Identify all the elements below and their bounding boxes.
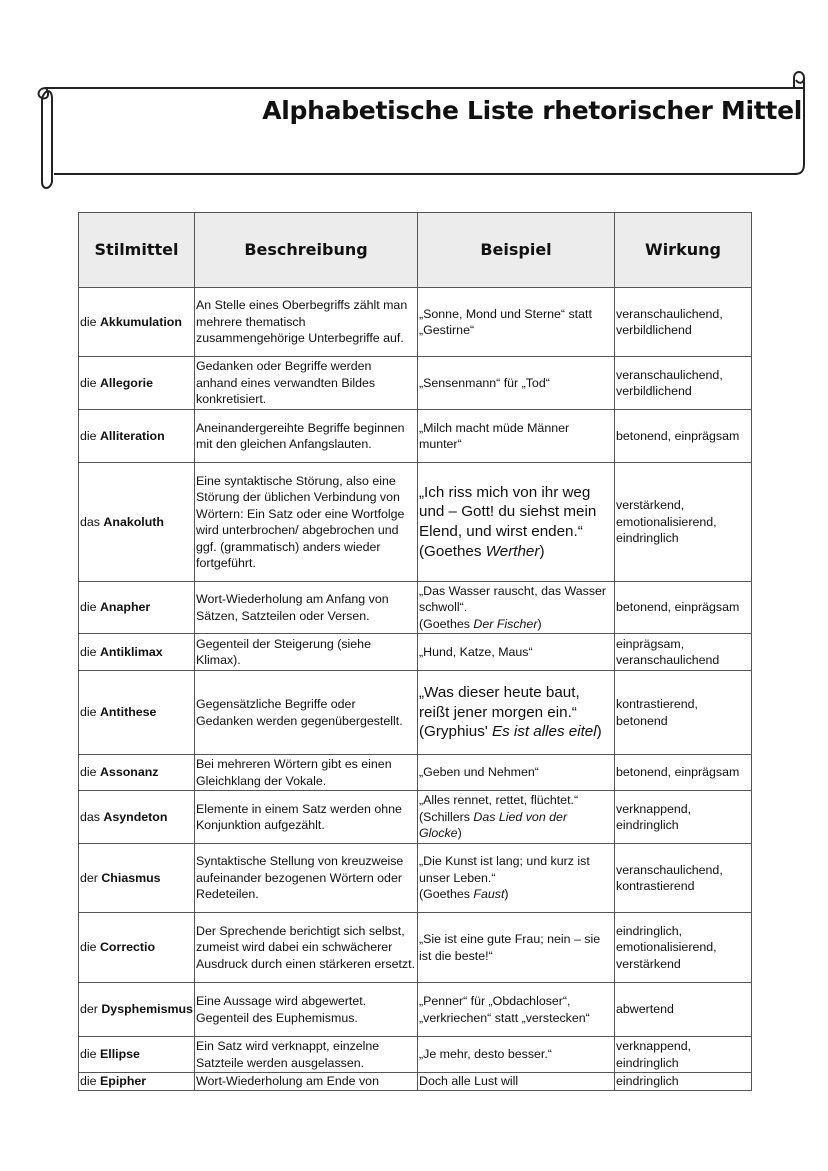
example-source-post: ): [457, 826, 462, 841]
table-row: [79, 755, 752, 791]
example-cell: [418, 791, 615, 844]
example-cell: Doch alle Lust will: [418, 1073, 615, 1091]
example-quote: „Alles rennet, rettet, flüchtet.“: [419, 793, 579, 808]
header-stilmittel: Stilmittel: [79, 213, 195, 288]
term-article: die: [80, 705, 100, 720]
description-cell: Gedanken oder Begriffe werden anhand eines verwandten Bildes konkretisiert.: [195, 357, 418, 410]
term-cell: [79, 983, 195, 1037]
description-cell: Wort-Wiederholung am Anfang von Sätzen, Satzteilen oder Versen.: [195, 582, 418, 634]
term-article: die: [80, 940, 100, 955]
table-row: [79, 634, 752, 671]
term-article: die: [80, 1074, 100, 1089]
effect-cell: veranschaulichend, verbildlichend: [615, 288, 752, 357]
term-name: Antithese: [99, 705, 157, 720]
effect-cell: veranschaulichend, kontrastierend: [615, 844, 752, 913]
term-name: Akkumulation: [99, 314, 182, 329]
term-article: der: [80, 1002, 102, 1017]
example-source-post: ): [539, 542, 545, 560]
table-row: [79, 357, 752, 410]
table-header-row: [79, 213, 752, 288]
term-cell: [79, 913, 195, 983]
description-cell: Eine syntaktische Störung, also eine Störung der üblichen Verbindung von Wörtern: Ein Satz oder eine Wortfolge wird unterbrochen/ abgebrochen und ggf. (grammatisch) anders wieder fortgeführt.: [195, 463, 418, 582]
term-cell: [79, 410, 195, 463]
example-cell: „Je mehr, desto besser.“: [418, 1037, 615, 1073]
example-cell: „Penner“ für „Obdachloser“, „verkriechen“ statt „verstecken“: [418, 983, 615, 1037]
term-article: der: [80, 870, 102, 885]
effect-cell: eindringlich: [615, 1073, 752, 1091]
term-name: Asyndeton: [103, 809, 168, 824]
page-title: Alphabetische Liste rhetorischer Mittel: [262, 96, 802, 125]
example-cell: „Geben und Nehmen“: [418, 755, 615, 791]
description-cell: Der Sprechende berichtigt sich selbst, zumeist wird dabei ein schwächerer Ausdruck durch einen stärkeren ersetzt.: [195, 913, 418, 983]
term-cell: [79, 357, 195, 410]
example-source-pre: (Schillers: [419, 809, 474, 824]
term-article: die: [80, 644, 100, 659]
description-cell: Bei mehreren Wörtern gibt es einen Gleichklang der Vokale.: [195, 755, 418, 791]
example-cell: „Milch macht müde Männer munter“: [418, 410, 615, 463]
term-name: Anakoluth: [103, 514, 164, 529]
description-cell: Wort-Wiederholung am Ende von: [195, 1073, 418, 1091]
example-source-pre: (Gryphius': [419, 723, 492, 741]
term-name: Dysphemismus: [101, 1002, 193, 1017]
example-source-pre: (Goethes: [419, 542, 486, 560]
term-cell: [79, 1073, 195, 1091]
example-quote: „Die Kunst ist lang; und kurz ist unser Leben.“: [419, 854, 590, 885]
term-cell: [79, 671, 195, 755]
term-cell: [79, 463, 195, 582]
effect-cell: kontrastierend, betonend: [615, 671, 752, 755]
example-cell: [418, 844, 615, 913]
table-row: [79, 410, 752, 463]
example-source-post: ): [537, 616, 542, 631]
term-name: Antiklimax: [99, 644, 163, 659]
effect-cell: eindringlich, emotionalisierend, verstärkend: [615, 913, 752, 983]
term-article: die: [80, 375, 100, 390]
term-article: die: [80, 314, 100, 329]
table-row: [79, 288, 752, 357]
example-cell: [418, 671, 615, 755]
example-source-title: Der Fischer: [473, 616, 538, 631]
effect-cell: einprägsam, veranschaulichend: [615, 634, 752, 671]
effect-cell: verstärkend, emotionalisierend, eindringlich: [615, 463, 752, 582]
example-source-title: Werther: [485, 542, 540, 560]
scroll-banner-graphic: [36, 70, 806, 192]
header-beschreibung: Beschreibung: [195, 213, 418, 288]
term-cell: [79, 582, 195, 634]
term-cell: [79, 844, 195, 913]
example-cell: „Sensenmann“ für „Tod“: [418, 357, 615, 410]
term-article: die: [80, 600, 100, 615]
description-cell: Syntaktische Stellung von kreuzweise aufeinander bezogenen Wörtern oder Redeteilen.: [195, 844, 418, 913]
term-name: Epipher: [99, 1074, 147, 1089]
example-source-pre: (Goethes: [419, 616, 474, 631]
effect-cell: verknappend, eindringlich: [615, 1037, 752, 1073]
example-source-post: ): [596, 723, 602, 741]
description-cell: Elemente in einem Satz werden ohne Konjunktion aufgezählt.: [195, 791, 418, 844]
effect-cell: betonend, einprägsam: [615, 410, 752, 463]
description-cell: Ein Satz wird verknappt, einzelne Satzteile werden ausgelassen.: [195, 1037, 418, 1073]
table-row: [79, 671, 752, 755]
rhetoric-table: [78, 212, 752, 1091]
example-cell: „Hund, Katze, Maus“: [418, 634, 615, 671]
example-source-post: ): [504, 887, 509, 902]
effect-cell: abwertend: [615, 983, 752, 1037]
description-cell: An Stelle eines Oberbegriffs zählt man mehrere thematisch zusammengehörige Unterbegriffe auf.: [195, 288, 418, 357]
term-article: die: [80, 1047, 100, 1062]
example-cell: [418, 463, 615, 582]
example-quote: „Was dieser heute baut, reißt jener morgen ein.“: [419, 683, 580, 721]
term-cell: [79, 1037, 195, 1073]
example-source-pre: (Goethes: [419, 887, 474, 902]
example-source-title: Das Lied von der Glocke: [419, 809, 568, 841]
example-quote: „Das Wasser rauscht, das Wasser schwoll“.: [419, 583, 607, 615]
description-cell: Gegensätzliche Begriffe oder Gedanken werden gegenübergestellt.: [195, 671, 418, 755]
effect-cell: verknappend, eindringlich: [615, 791, 752, 844]
table-row: [79, 844, 752, 913]
term-cell: [79, 755, 195, 791]
effect-cell: betonend, einprägsam: [615, 582, 752, 634]
table-row: [79, 1037, 752, 1073]
term-cell: [79, 791, 195, 844]
header-wirkung: Wirkung: [615, 213, 752, 288]
term-name: Allegorie: [99, 375, 154, 390]
description-cell: Aneinandergereihte Begriffe beginnen mit den gleichen Anfangslauten.: [195, 410, 418, 463]
example-source-title: Es ist alles eitel: [491, 723, 597, 741]
term-name: Chiasmus: [101, 870, 161, 885]
term-article: das: [80, 514, 104, 529]
table-row: [79, 1073, 752, 1091]
example-source-title: Faust: [473, 887, 505, 902]
example-cell: [418, 582, 615, 634]
table-row: [79, 913, 752, 983]
term-name: Ellipse: [99, 1047, 140, 1062]
table-row: [79, 463, 752, 582]
term-cell: [79, 288, 195, 357]
example-cell: „Sonne, Mond und Sterne“ statt „Gestirne“: [418, 288, 615, 357]
table-row: [79, 791, 752, 844]
example-quote: „Ich riss mich von ihr weg und – Gott! du siehst mein Elend, und wirst enden.“: [419, 483, 597, 540]
term-name: Correctio: [99, 940, 156, 955]
term-name: Assonanz: [99, 765, 159, 780]
table-row: [79, 582, 752, 634]
term-article: die: [80, 428, 100, 443]
term-name: Anapher: [99, 600, 151, 615]
effect-cell: betonend, einprägsam: [615, 755, 752, 791]
description-cell: Gegenteil der Steigerung (siehe Klimax).: [195, 634, 418, 671]
table-row: [79, 983, 752, 1037]
term-article: die: [80, 765, 100, 780]
description-cell: Eine Aussage wird abgewertet. Gegenteil des Euphemismus.: [195, 983, 418, 1037]
term-article: das: [80, 809, 104, 824]
header-beispiel: Beispiel: [418, 213, 615, 288]
term-name: Alliteration: [99, 428, 165, 443]
effect-cell: veranschaulichend, verbildlichend: [615, 357, 752, 410]
title-banner: [36, 70, 806, 192]
term-cell: [79, 634, 195, 671]
example-cell: „Sie ist eine gute Frau; nein – sie ist die beste!“: [418, 913, 615, 983]
